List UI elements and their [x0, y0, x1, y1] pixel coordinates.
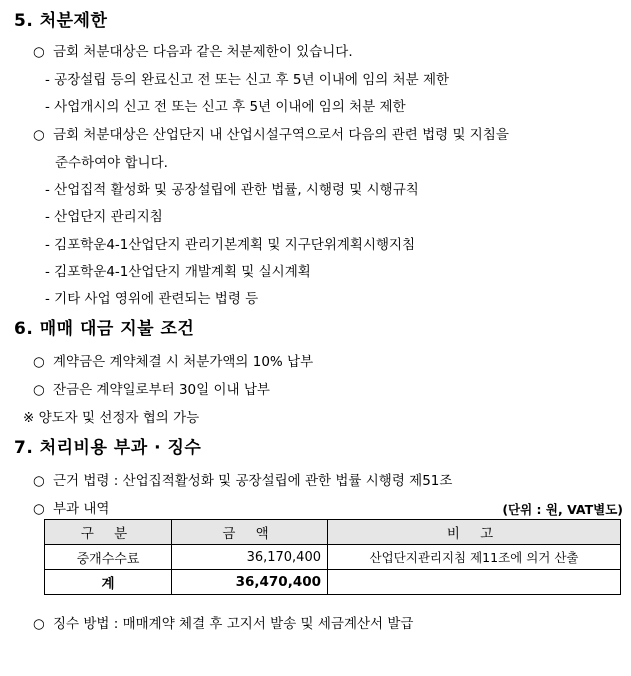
dash-item: - 기타 사업 영위에 관련되는 법령 등	[45, 291, 259, 307]
table-header-row	[45, 520, 621, 545]
section-7-heading: 7. 처리비용 부과 · 징수	[14, 438, 202, 458]
section-6-heading: 6. 매매 대금 지불 조건	[14, 319, 195, 339]
bullet-text: 계약금은 계약체결 시 처분가액의 10% 납부	[53, 354, 314, 370]
table-total-row	[45, 570, 621, 595]
bullet-item	[33, 350, 313, 370]
bullet-continuation: 준수하여야 합니다.	[55, 155, 168, 171]
circle-bullet-icon: ○	[33, 127, 45, 143]
circle-bullet-icon: ○	[33, 44, 45, 60]
fee-table	[44, 519, 621, 595]
bullet-item	[33, 497, 109, 517]
bullet-item	[33, 123, 509, 143]
column-header: 비 고	[328, 520, 621, 545]
bullet-item	[33, 469, 452, 489]
table-cell: 36,470,400	[172, 570, 328, 595]
section-5-heading: 5. 처분제한	[14, 11, 108, 31]
bullet-item	[33, 612, 413, 632]
dash-item: - 김포학운4-1산업단지 관리기본계획 및 지구단위계획시행지침	[45, 237, 416, 253]
bullet-text: 금회 처분대상은 다음과 같은 처분제한이 있습니다.	[53, 44, 353, 60]
dash-item: - 산업단지 관리지침	[45, 209, 163, 225]
dash-item: - 김포학운4-1산업단지 개발계획 및 실시계획	[45, 264, 311, 280]
table-cell: 계	[45, 570, 172, 595]
bullet-text: 근거 법령 : 산업집적활성화 및 공장설립에 관한 법률 시행령 제51조	[53, 473, 453, 489]
column-header: 금 액	[172, 520, 328, 545]
note-text: ※ 양도자 및 선정자 협의 가능	[23, 410, 200, 426]
table-cell: 산업단지관리지침 제11조에 의거 산출	[328, 545, 621, 570]
table-cell: 중개수수료	[45, 545, 172, 570]
circle-bullet-icon: ○	[33, 382, 45, 398]
circle-bullet-icon: ○	[33, 473, 45, 489]
bullet-text: 잔금은 계약일로부터 30일 이내 납부	[53, 382, 270, 398]
bullet-text: 부과 내역	[53, 501, 110, 517]
dash-item: - 사업개시의 신고 전 또는 신고 후 5년 이내에 임의 처분 제한	[45, 99, 406, 115]
circle-bullet-icon: ○	[33, 354, 45, 370]
dash-item: - 산업집적 활성화 및 공장설립에 관한 법률, 시행령 및 시행규칙	[45, 182, 419, 198]
table-cell: 36,170,400	[172, 545, 328, 570]
circle-bullet-icon: ○	[33, 501, 45, 517]
dash-item: - 공장설립 등의 완료신고 전 또는 신고 후 5년 이내에 임의 처분 제한	[45, 72, 450, 88]
bullet-item	[33, 378, 270, 398]
bullet-text: 금회 처분대상은 산업단지 내 산업시설구역으로서 다음의 관련 법령 및 지침을	[53, 127, 509, 143]
unit-note: (단위 : 원, VAT별도)	[502, 502, 623, 517]
bullet-text: 징수 방법 : 매매계약 체결 후 고지서 발송 및 세금계산서 발급	[53, 616, 414, 632]
table-cell	[328, 570, 621, 595]
table-row	[45, 545, 621, 570]
column-header: 구 분	[45, 520, 172, 545]
bullet-item	[33, 40, 353, 60]
circle-bullet-icon: ○	[33, 616, 45, 632]
